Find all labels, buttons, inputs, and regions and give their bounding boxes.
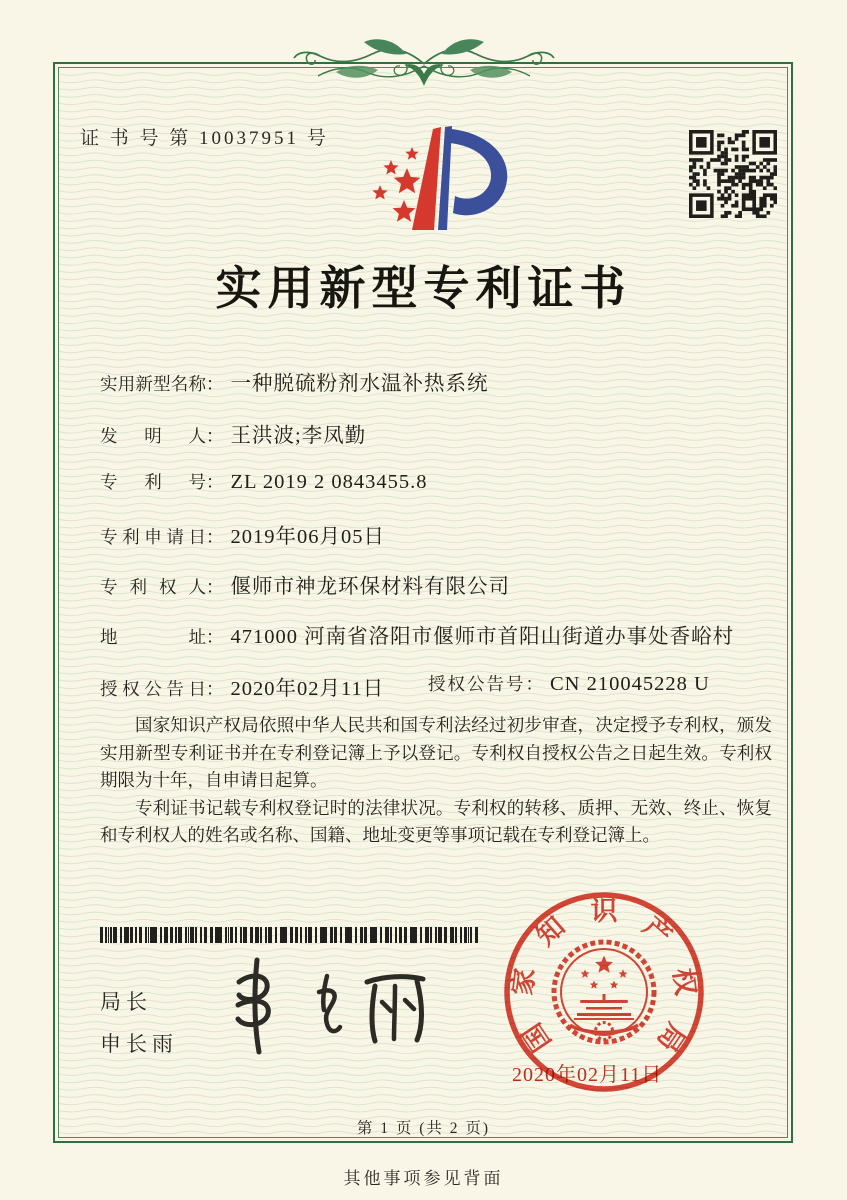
page-number: 第 1 页 (共 2 页) [356, 1120, 491, 1137]
field-value: 2019年06月05日 [230, 526, 385, 548]
field-row-name [100, 366, 789, 396]
svg-text:识: 识 [590, 896, 618, 926]
field-label: 实用新型名称 [100, 374, 206, 394]
field-row-grant-number [428, 671, 789, 696]
field-row-inventors [100, 418, 789, 448]
field-colon: ： [206, 627, 224, 647]
barcode [100, 927, 478, 943]
field-colon: ： [206, 426, 224, 446]
svg-text:产: 产 [637, 910, 678, 952]
field-value: 471000 河南省洛阳市偃师市首阳山街道办事处香峪村 [230, 626, 735, 648]
field-row-filing-date [100, 519, 789, 549]
field-value: CN 210045228 U [550, 673, 710, 695]
svg-text:家: 家 [507, 966, 541, 998]
field-label: 授权公告号 [428, 674, 526, 694]
field-value: 一种脱硫粉剂水温补热系统 [230, 373, 489, 395]
field-label: 专利申请日 [100, 527, 206, 547]
field-colon: ： [206, 374, 224, 394]
field-label: 地址 [100, 627, 206, 647]
field-value: 王洪波;李凤勤 [230, 425, 367, 447]
legal-paragraph: 国家知识产权局依照中华人民共和国专利法经过初步审查，决定授予专利权，颁发实用新型专利证书并在专利登记簿上予以登记。专利权自授权公告之日起生效。专利权期限为十年，自申请日起算。 [100, 715, 772, 791]
svg-text:局: 局 [651, 1017, 692, 1057]
field-colon: ： [206, 577, 224, 597]
field-value: 偃师市神龙环保材料有限公司 [230, 576, 510, 598]
field-label: 发明人 [100, 426, 206, 446]
field-row-patentee [100, 569, 789, 599]
field-row-patent-number [100, 469, 789, 494]
field-value: 2020年02月11日 [230, 678, 385, 700]
commissioner-name: 申长雨 [100, 1032, 178, 1056]
qr-code [689, 130, 777, 218]
back-note: 其他事项参见背面 [343, 1169, 504, 1188]
field-colon: ： [206, 472, 224, 492]
field-row-address [100, 619, 789, 649]
field-label: 专利号 [100, 472, 206, 492]
certificate-title: 实用新型专利证书 [215, 263, 632, 314]
top-flourish-ornament-icon [292, 34, 556, 92]
legal-paragraph: 专利证书记载专利权登记时的法律状况。专利权的转移、质押、无效、终止、恢复和专利权人的姓名或名称、国籍、地址变更等事项记载在专利登记簿上。 [100, 797, 772, 846]
svg-text:知: 知 [530, 910, 571, 952]
field-colon: ： [206, 679, 224, 699]
field-label: 专利权人 [100, 577, 206, 597]
certificate-number: 证 书 号 第 10037951 号 [80, 128, 329, 149]
commissioner-label: 局长 [100, 990, 152, 1014]
cnipa-logo-icon [350, 116, 512, 236]
field-colon: ： [206, 527, 224, 547]
field-label: 授权公告日 [100, 679, 206, 699]
svg-text:国: 国 [516, 1017, 557, 1057]
legal-text [100, 712, 772, 850]
field-colon: ： [525, 674, 543, 694]
signature-icon [224, 948, 454, 1063]
field-value: ZL 2019 2 0843455.8 [230, 471, 428, 493]
seal-date: 2020年02月11日 [512, 1064, 663, 1086]
national-emblem-icon [554, 942, 654, 1042]
svg-text:权: 权 [667, 966, 701, 998]
